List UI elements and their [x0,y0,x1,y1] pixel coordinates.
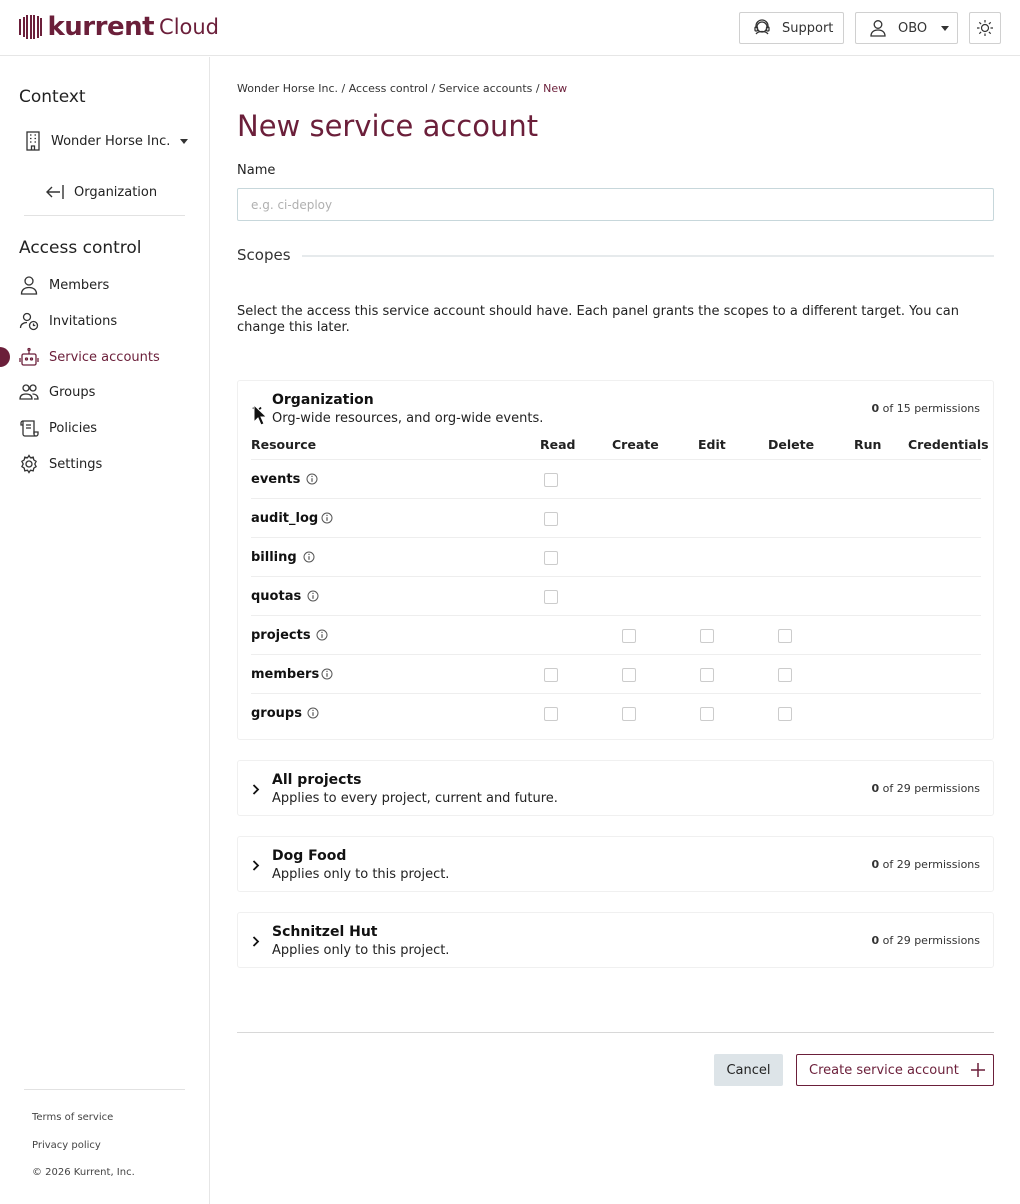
edit-checkbox[interactable] [700,707,714,721]
mouse-cursor-icon [253,404,267,426]
breadcrumb-current: New [543,82,568,95]
scopes-description: Select the access this service account should have. Each panel grants the scopes to a different target. You can change this later. [237,304,959,335]
permission-count: 0 of 29 permissions [871,934,980,947]
logo-wordmark: kurrent [47,12,155,42]
resource-name: audit_log [251,511,319,526]
create-checkbox[interactable] [622,707,636,721]
logo-suffix: Cloud [159,15,220,39]
scopes-divider [302,255,994,257]
table-row [251,654,981,693]
sidebar-item-invitations[interactable] [19,310,117,332]
arrow-left-bar-icon [45,184,65,200]
sidebar-item-label: Settings [49,456,103,472]
resource-name: projects [251,628,311,643]
table-row [251,498,981,537]
panel-title[interactable]: All projects [272,772,362,788]
theme-toggle-button[interactable] [969,12,1001,44]
name-input[interactable] [237,188,994,221]
resource-name: quotas [251,589,302,604]
people-icon [19,382,39,402]
support-label: Support [782,20,834,36]
scroll-icon [19,418,39,438]
top-bar [0,0,1020,56]
info-icon[interactable] [306,473,318,485]
permission-count: 0 of 29 permissions [871,782,980,795]
create-service-account-button[interactable] [796,1054,994,1086]
column-header-run: Run [854,437,882,452]
breadcrumb-item[interactable]: Service accounts [438,82,533,95]
breadcrumb [237,82,567,95]
breadcrumb-item[interactable]: Wonder Horse Inc. [237,82,338,95]
panel-subtitle: Applies only to this project. [272,943,450,958]
read-checkbox[interactable] [544,707,558,721]
cancel-button[interactable]: Cancel [714,1054,783,1086]
scope-panel-schnitzel-hut [237,912,994,968]
delete-checkbox[interactable] [778,707,792,721]
table-row [251,576,981,615]
table-header [251,437,989,459]
panel-title[interactable]: Schnitzel Hut [272,924,378,940]
person-clock-icon [19,311,39,331]
sidebar-item-label: Groups [49,384,96,400]
headset-icon [752,18,772,38]
permission-count: 0 of 29 permissions [871,858,980,871]
privacy-link[interactable]: Privacy policy [32,1140,101,1151]
sidebar-item-label: Service accounts [49,349,160,365]
create-checkbox[interactable] [622,629,636,643]
info-icon[interactable] [303,551,315,563]
column-header-edit: Edit [698,437,726,452]
read-checkbox[interactable] [544,551,558,565]
user-label: OBO [898,20,928,36]
breadcrumb-separator: / [532,82,544,95]
delete-checkbox[interactable] [778,629,792,643]
column-header-delete: Delete [768,437,815,452]
permission-rows [251,459,981,732]
breadcrumb-separator: / [337,82,349,95]
permission-count: 0 of 15 permissions [871,402,980,415]
sidebar-item-label: Invitations [49,313,118,329]
scope-panel-organization [237,380,994,740]
access-control-heading: Access control [19,238,142,258]
back-to-organization-link[interactable] [45,184,157,200]
context-selector[interactable] [25,131,188,151]
caret-down-icon [180,139,188,144]
read-checkbox[interactable] [544,590,558,604]
resource-name: members [251,667,320,682]
sidebar-item-service-accounts[interactable] [19,346,160,368]
create-checkbox[interactable] [622,668,636,682]
person-icon [868,18,888,38]
read-checkbox[interactable] [544,473,558,487]
sidebar [0,57,210,1204]
column-header-read: Read [540,437,576,452]
sidebar-item-label: Members [49,277,110,293]
organization-link-label: Organization [74,184,158,200]
resource-name: groups [251,706,302,721]
person-icon [19,275,39,295]
caret-down-icon [941,26,949,31]
permissions-table [251,437,989,732]
panel-subtitle: Applies only to this project. [272,867,450,882]
info-icon[interactable] [321,512,333,524]
sidebar-item-groups[interactable] [19,381,95,403]
scopes-heading: Scopes [237,246,291,264]
sidebar-item-label: Policies [49,420,98,436]
panel-subtitle: Applies to every project, current and future. [272,791,558,806]
sidebar-divider [24,215,185,216]
column-header-resource: Resource [251,437,317,452]
building-icon [25,131,41,151]
gear-icon [19,454,39,474]
info-icon[interactable] [321,668,333,680]
read-checkbox[interactable] [544,512,558,526]
column-header-create: Create [612,437,659,452]
info-icon[interactable] [307,707,319,719]
edit-checkbox[interactable] [700,629,714,643]
resource-name: billing [251,550,297,565]
breadcrumb-item[interactable]: Access control [348,82,428,95]
logo-bars-icon [19,15,44,39]
user-menu-button[interactable] [855,12,958,44]
table-row [251,615,981,654]
robot-icon [19,347,39,367]
page-title: New service account [237,109,539,143]
chevron-right-icon[interactable] [252,860,260,871]
panel-title[interactable]: Organization [272,392,374,408]
name-label: Name [237,163,276,178]
table-row [251,693,981,732]
context-heading: Context [19,87,86,107]
read-checkbox[interactable] [544,668,558,682]
kurrent-logo[interactable] [19,12,219,42]
breadcrumb-separator: / [427,82,439,95]
resource-name: events [251,472,301,487]
terms-link[interactable]: Terms of service [32,1112,114,1123]
active-indicator [0,347,10,367]
column-header-credentials: Credentials [908,437,989,452]
copyright: © 2026 Kurrent, Inc. [32,1167,135,1178]
plus-icon [971,1063,985,1077]
edit-checkbox[interactable] [700,668,714,682]
context-value: Wonder Horse Inc. [51,133,171,149]
chevron-right-icon[interactable] [252,936,260,947]
scope-panel-dog-food [237,836,994,892]
sidebar-footer-divider [24,1089,185,1090]
info-icon[interactable] [316,629,328,641]
table-row [251,459,981,498]
info-icon[interactable] [307,590,319,602]
delete-checkbox[interactable] [778,668,792,682]
sidebar-item-members[interactable] [19,274,109,296]
panel-title[interactable]: Dog Food [272,848,347,864]
panel-subtitle: Org-wide resources, and org-wide events. [272,411,544,426]
sidebar-item-policies[interactable] [19,417,97,439]
support-button[interactable] [739,12,844,44]
chevron-right-icon[interactable] [252,784,260,795]
create-button-label: Create service account [809,1062,959,1078]
table-row [251,537,981,576]
sun-icon [976,19,994,37]
sidebar-item-settings[interactable] [19,453,102,475]
scope-panel-all-projects [237,760,994,816]
actions-divider [237,1032,994,1033]
